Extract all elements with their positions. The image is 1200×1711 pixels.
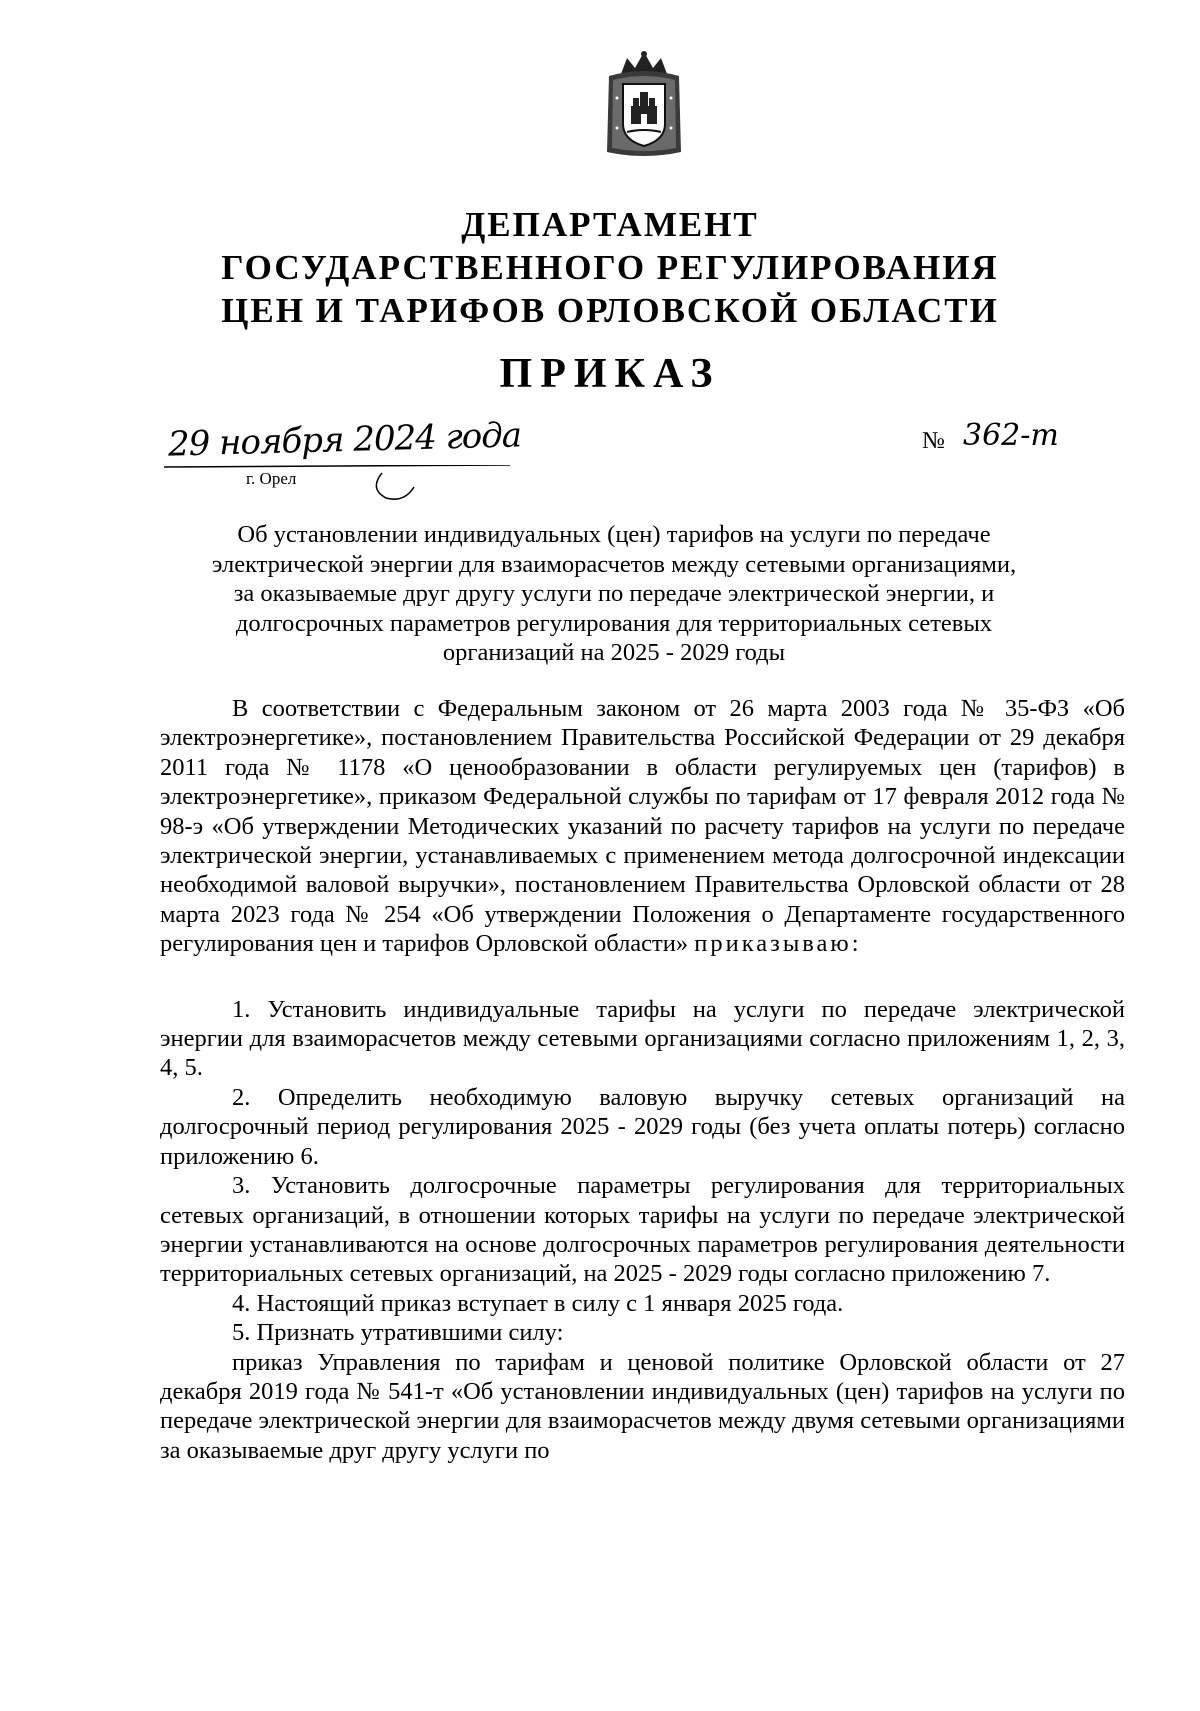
header-line-2: ГОСУДАРСТВЕННОГО РЕГУЛИРОВАНИЯ — [221, 248, 999, 287]
handwritten-date: 29 ноября 2024 года — [167, 415, 522, 465]
order-body — [160, 694, 1125, 1465]
city-label: г. Орел — [246, 469, 297, 488]
preamble-text: В соответствии с Федеральным законом от 26 марта 2003 года № 35-ФЗ «Об электроэнергетике», постановлением Правительства Российской Федерации от 29 декабря 2011 года № 1178 «О ценообразовании в области регулируемых цен (тарифов) в электроэнергетике», приказом Федеральной службы по тарифам от 17 февраля 2012 года № 98-э «Об утверждении Методических указаний по расчету тарифов на услуги по передаче электрической энергии, устанавливаемых с применением метода долгосрочной индексации необходимой валовой выручки», постановлением Правительства Орловской области от 28 марта 2023 года № 254 «Об утверждении Положения о Департаменте государственного регулирования цен и тарифов Орловской области» — [160, 695, 1125, 958]
order-item-4: 4. Настоящий приказ вступает в силу с 1 января 2025 года. — [232, 1289, 844, 1317]
issuing-authority-header — [150, 203, 1070, 332]
preamble-closing: приказываю: — [694, 930, 862, 958]
order-item-5: 5. Признать утратившими силу: — [232, 1319, 564, 1347]
header-line-3: ЦЕН И ТАРИФОВ ОРЛОВСКОЙ ОБЛАСТИ — [221, 291, 999, 330]
header-line-1: ДЕПАРТАМЕНТ — [461, 205, 759, 244]
order-item-2: 2. Определить необходимую валовую выручку сетевых организаций на долгосрочный период регулирования 2025 - 2029 годы (без учета оплаты потерь) согласно приложению 6. — [160, 1083, 1125, 1170]
order-item-1: 1. Установить индивидуальные тарифы на услуги по передаче электрической энергии для взаиморасчетов между сетевыми организациями согласно приложениям 1, 2, 3, 4, 5. — [160, 995, 1125, 1082]
document-type-title: ПРИКАЗ — [499, 351, 721, 397]
subject-line: за оказываемые друг другу услуги по передаче электрической энергии, и — [233, 580, 995, 607]
order-subject — [160, 520, 1068, 668]
repealed-act-paragraph: приказ Управления по тарифам и ценовой политике Орловской области от 27 декабря 2019 года № 541-т «Об установлении индивидуальных (цен) тарифов на услуги по передаче электрической энергии для взаиморасчетов между двумя сетевыми организациями за оказываемые друг другу услуги по — [160, 1348, 1125, 1464]
subject-line: Об установлении индивидуальных (цен) тарифов на услуги по передаче — [237, 521, 991, 548]
order-item-3: 3. Установить долгосрочные параметры регулирования для территориальных сетевых организаций, в отношении которых тарифы на услуги по передаче электрической энергии устанавливаются на основе долгосрочных параметров регулирования деятельности территориальных сетевых организаций, на 2025 - 2029 годы согласно приложению 7. — [160, 1172, 1125, 1288]
subject-line: организаций на 2025 - 2029 годы — [442, 639, 786, 666]
subject-line: долгосрочных параметров регулирования для территориальных сетевых — [235, 609, 993, 637]
order-number-value: 362-т — [963, 418, 1059, 453]
subject-line: электрической энергии для взаиморасчетов между сетевыми организациями, — [211, 550, 1017, 578]
preamble-paragraph — [160, 694, 1125, 959]
date-underline — [164, 465, 510, 501]
order-number-label: № — [922, 428, 945, 454]
coat-of-arms-icon — [603, 48, 685, 160]
